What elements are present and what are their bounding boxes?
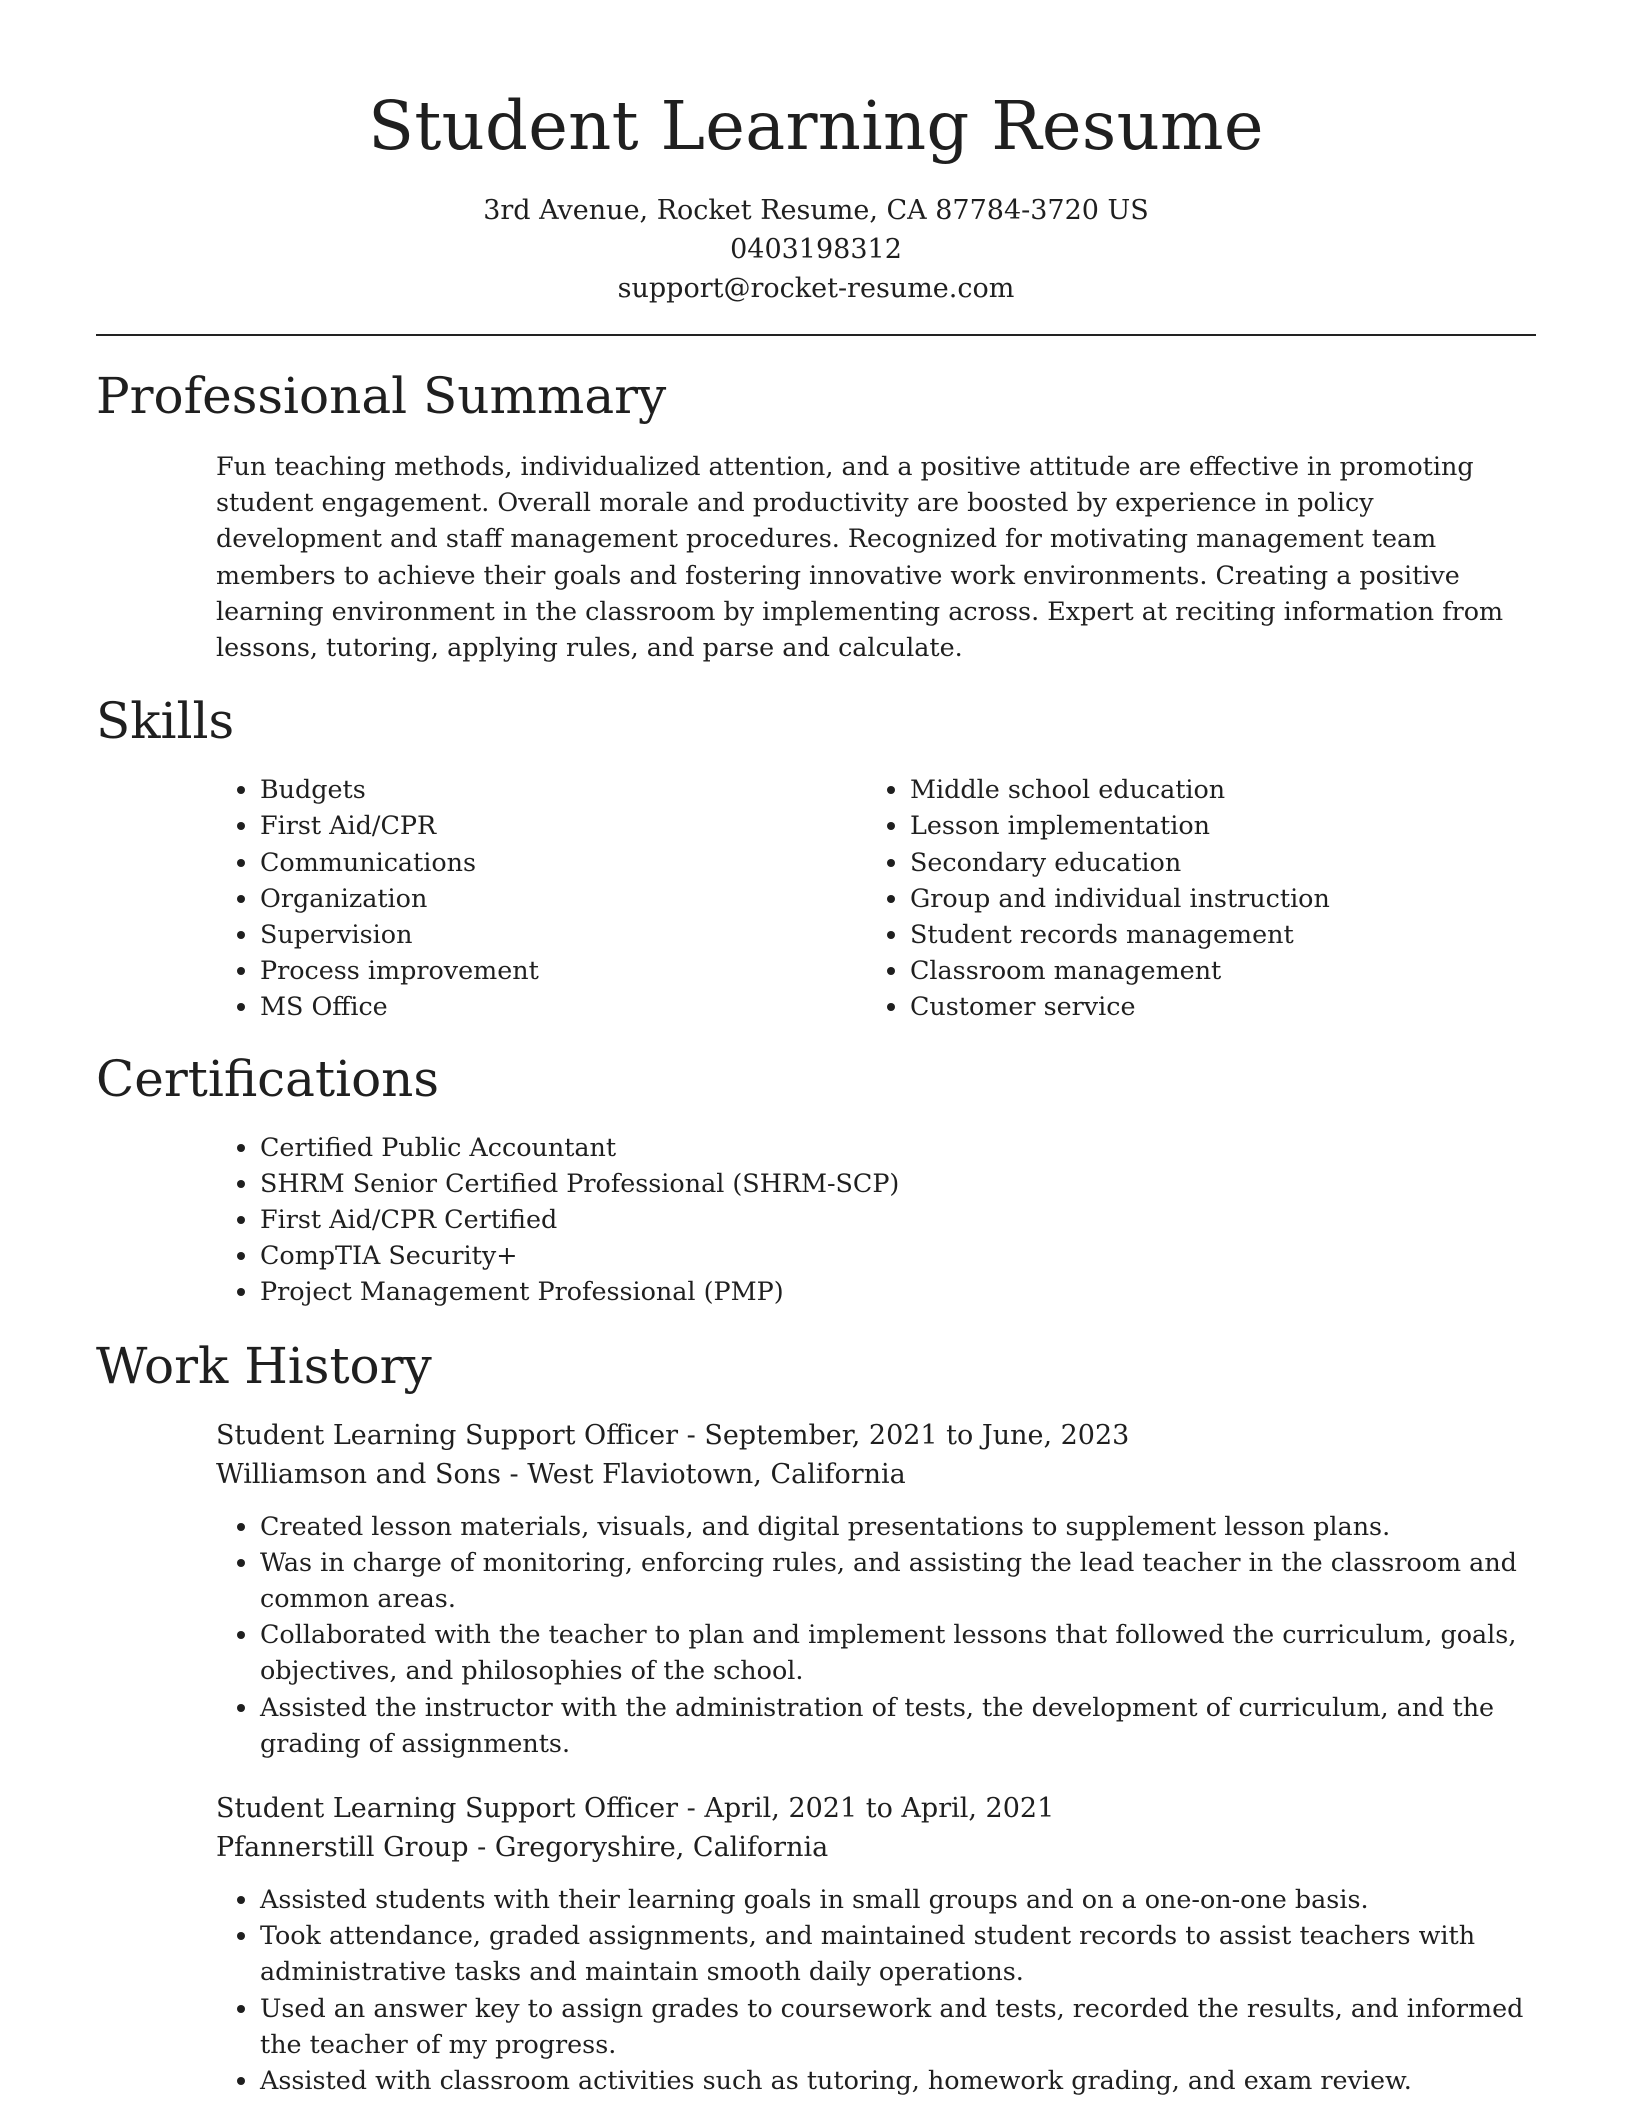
candidate-name: Student Learning Resume — [368, 87, 1264, 165]
job-bullet: • Assisted with classroom activities such as tutoring, homework grading, and exam review. — [260, 2062, 1536, 2098]
contact-address: 3rd Avenue, Rocket Resume, CA 87784-3720 US — [483, 195, 1149, 226]
summary-text: Fun teaching methods, individualized attention, and a positive attitude are effective in promoting student engagement. Overall morale and productivity are boosted by experience in policy development and staff management procedures. Recognized for motivating management team members to achieve their goals and fostering innovative work environments. Creating a positive learning environment in the classroom by implementing across. Expert at reciting information from lessons, tutoring, applying rules, and parse and calculate. — [216, 451, 1504, 663]
job-bullet: • Collaborated with the teacher to plan and implement lessons that followed the curriculum, goals, objectives, and philosophies of the school. — [260, 1616, 1536, 1688]
job-company: Pfannerstill Group — [216, 1832, 469, 1864]
job-company-line: Williamson and Sons - West Flaviotown, California — [216, 1458, 906, 1490]
skill-item: • Student records management — [910, 916, 1510, 952]
contact-block — [96, 191, 1536, 308]
skill-item: • Secondary education — [910, 844, 1510, 880]
skill-item: • Lesson implementation — [910, 807, 1510, 843]
contact-phone: 0403198312 — [730, 234, 902, 265]
skill-item: • Classroom management — [910, 952, 1510, 988]
skill-item: • Supervision — [260, 916, 866, 952]
job-entry — [216, 1416, 1536, 1761]
job-bullet: • Was in charge of monitoring, enforcing rules, and assisting the lead teacher in the classroom and common areas. — [260, 1544, 1536, 1616]
certification-item: • CompTIA Security+ — [260, 1237, 1536, 1273]
job-location: Gregoryshire, California — [494, 1832, 829, 1864]
job-bullets — [216, 1881, 1536, 2098]
job-role: Student Learning Support Officer — [216, 1793, 679, 1825]
skills-column-right — [866, 771, 1510, 1024]
skill-item: • Process improvement — [260, 952, 866, 988]
certification-item: • SHRM Senior Certified Professional (SHRM-SCP) — [260, 1165, 1536, 1201]
skill-item: • First Aid/CPR — [260, 807, 866, 843]
resume-header — [96, 0, 1536, 308]
contact-email: support@rocket-resume.com — [617, 273, 1015, 304]
job-role: Student Learning Support Officer — [216, 1419, 679, 1451]
job-title-line: Student Learning Support Officer - September, 2021 to June, 2023 — [216, 1419, 1130, 1451]
job-bullet: • Created lesson materials, visuals, and digital presentations to supplement lesson plans. — [260, 1508, 1536, 1544]
header-divider — [96, 334, 1536, 336]
job-bullets — [216, 1508, 1536, 1761]
skills-column-left — [216, 771, 866, 1024]
job-dates: April, 2021 to April, 2021 — [704, 1793, 1055, 1825]
job-company: Williamson and Sons — [216, 1458, 501, 1490]
job-entry — [216, 1789, 1536, 2098]
skill-item: • Group and individual instruction — [910, 880, 1510, 916]
job-bullet: • Assisted students with their learning goals in small groups and on a one-on-one basis. — [260, 1881, 1536, 1917]
job-bullet: • Assisted the instructor with the administration of tests, the development of curriculum, and the grading of assignments. — [260, 1689, 1536, 1761]
certifications-heading: Certifications — [96, 1049, 440, 1108]
job-bullet: • Used an answer key to assign grades to coursework and tests, recorded the results, and informed the teacher of my progress. — [260, 1990, 1536, 2062]
skills-heading: Skills — [96, 692, 235, 751]
skill-item: • Organization — [260, 880, 866, 916]
job-company-line: Pfannerstill Group - Gregoryshire, California — [216, 1832, 829, 1864]
job-dates: September, 2021 to June, 2023 — [704, 1419, 1130, 1451]
skill-item: • Middle school education — [910, 771, 1510, 807]
certification-item: • First Aid/CPR Certified — [260, 1201, 1536, 1237]
skill-item: • MS Office — [260, 988, 866, 1024]
certifications-list — [216, 1129, 1536, 1310]
work-history-heading: Work History — [96, 1336, 432, 1395]
job-location: West Flaviotown, California — [527, 1458, 906, 1490]
skills-list — [216, 771, 1536, 1024]
job-bullet: • Took attendance, graded assignments, and maintained student records to assist teachers with administrative tasks and maintain smooth daily operations. — [260, 1917, 1536, 1989]
skill-item: • Budgets — [260, 771, 866, 807]
certification-item: • Certified Public Accountant — [260, 1129, 1536, 1165]
job-title-line: Student Learning Support Officer - April, 2021 to April, 2021 — [216, 1793, 1055, 1825]
summary-heading: Professional Summary — [96, 367, 667, 425]
certification-item: • Project Management Professional (PMP) — [260, 1273, 1536, 1309]
skill-item: • Communications — [260, 844, 866, 880]
skill-item: • Customer service — [910, 988, 1510, 1024]
